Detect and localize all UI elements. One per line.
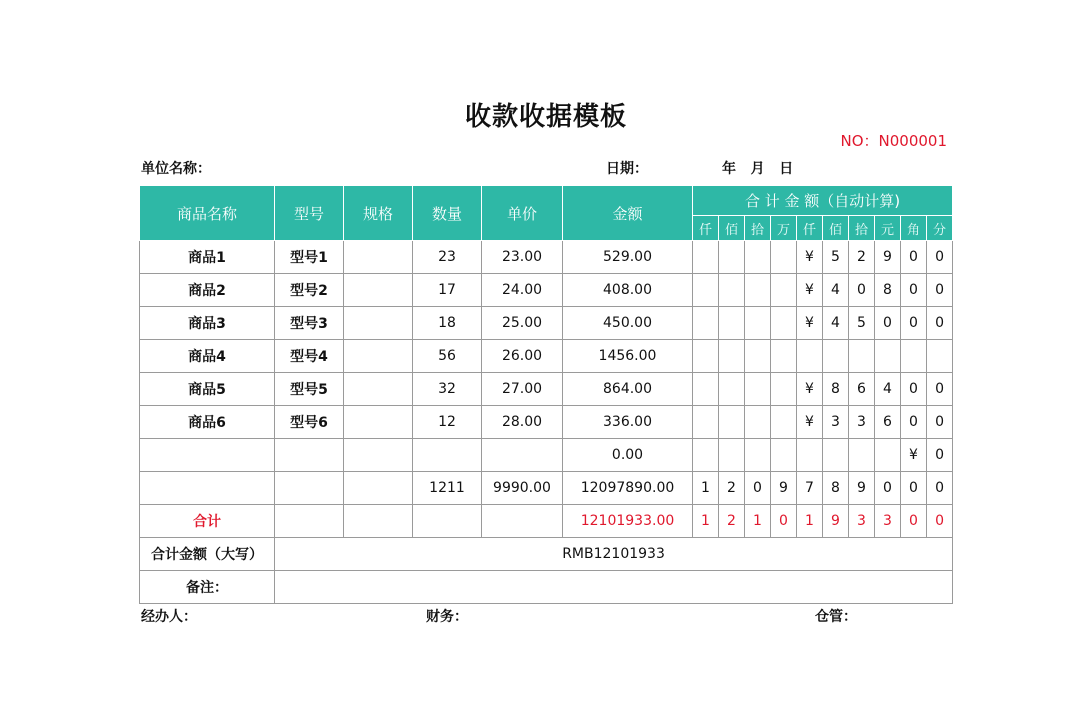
cell-digit: 9 [771, 472, 797, 505]
cell-digit [719, 340, 745, 373]
header-digit-unit: 仟 [693, 216, 719, 241]
cell-digit: 0 [901, 241, 927, 274]
cell-product-name [140, 439, 275, 472]
cell-product-name: 商品5 [140, 373, 275, 406]
cell-amount: 450.00 [563, 307, 693, 340]
cell-digit [875, 340, 901, 373]
total-digit-cell: 0 [901, 505, 927, 538]
cell-digit: ¥ [797, 307, 823, 340]
total-digit-cell: 9 [823, 505, 849, 538]
warehouse-label: 仓管： [815, 609, 857, 625]
cell-digit [719, 406, 745, 439]
cell-model [275, 439, 344, 472]
cell-digit [823, 439, 849, 472]
uppercase-amount-row [140, 538, 953, 571]
uppercase-amount-label: 合计金额（大写） [140, 538, 275, 571]
cell-digit: 0 [927, 307, 953, 340]
cell-amount: 336.00 [563, 406, 693, 439]
cell-spec [344, 439, 413, 472]
cell-product-name: 商品2 [140, 274, 275, 307]
cell-unit-price: 9990.00 [482, 472, 563, 505]
cell-digit [745, 241, 771, 274]
cell-product-name: 商品3 [140, 307, 275, 340]
cell-digit: 3 [849, 406, 875, 439]
cell-digit: 5 [823, 241, 849, 274]
cell-quantity: 1211 [413, 472, 482, 505]
cell-quantity [413, 439, 482, 472]
cell-digit [719, 307, 745, 340]
header-unit-price: 单价 [482, 186, 563, 241]
cell-digit: 0 [927, 439, 953, 472]
table-row [140, 406, 953, 439]
header-spec: 规格 [344, 186, 413, 241]
cell-digit: 4 [823, 307, 849, 340]
cell-digit: 0 [901, 472, 927, 505]
cell-digit [875, 439, 901, 472]
table-row [140, 241, 953, 274]
cell-unit-price: 28.00 [482, 406, 563, 439]
cell-product-name: 商品6 [140, 406, 275, 439]
cell-digit: 8 [875, 274, 901, 307]
header-digit-unit: 佰 [719, 216, 745, 241]
cell-digit: 0 [901, 406, 927, 439]
cell-amount: 408.00 [563, 274, 693, 307]
total-digit-cell: 1 [693, 505, 719, 538]
cell-digit [719, 274, 745, 307]
cell-digit [693, 307, 719, 340]
cell-digit [719, 373, 745, 406]
cell-digit [771, 373, 797, 406]
cell-digit [745, 373, 771, 406]
cell-spec [344, 406, 413, 439]
cell-digit [745, 340, 771, 373]
cell-digit: 0 [875, 472, 901, 505]
cell-model: 型号6 [275, 406, 344, 439]
cell-digit [693, 340, 719, 373]
cell-model: 型号3 [275, 307, 344, 340]
cell-digit: 0 [927, 274, 953, 307]
cell-digit [771, 274, 797, 307]
cell-unit-price: 26.00 [482, 340, 563, 373]
total-digit-cell: 1 [797, 505, 823, 538]
date-ymd: 年 月 日 [722, 161, 794, 177]
header-product-name: 商品名称 [140, 186, 275, 241]
receipt-table [139, 185, 953, 604]
cell-quantity: 12 [413, 406, 482, 439]
cell-model: 型号4 [275, 340, 344, 373]
cell-product-name: 商品1 [140, 241, 275, 274]
cell-digit: ¥ [797, 373, 823, 406]
header-digit-unit: 元 [875, 216, 901, 241]
cell-digit: 5 [849, 307, 875, 340]
cell-digit: 0 [927, 406, 953, 439]
uppercase-amount-value: RMB12101933 [275, 538, 953, 571]
header-quantity: 数量 [413, 186, 482, 241]
cell-model: 型号2 [275, 274, 344, 307]
cell-digit [771, 340, 797, 373]
header-model: 型号 [275, 186, 344, 241]
cell-quantity: 23 [413, 241, 482, 274]
cell-unit-price: 23.00 [482, 241, 563, 274]
cell-digit: 0 [927, 373, 953, 406]
remark-label: 备注： [140, 571, 275, 604]
cell-spec [344, 472, 413, 505]
total-amount: 12101933.00 [563, 505, 693, 538]
cell-digit: ¥ [797, 406, 823, 439]
cell-digit [771, 307, 797, 340]
cell-digit: 1 [693, 472, 719, 505]
cell-unit-price: 27.00 [482, 373, 563, 406]
cell-product-name: 商品4 [140, 340, 275, 373]
cell-digit [745, 307, 771, 340]
cell-quantity: 17 [413, 274, 482, 307]
cell-digit: 0 [901, 274, 927, 307]
cell-digit: 0 [927, 241, 953, 274]
cell-digit [745, 274, 771, 307]
total-digit-cell: 1 [745, 505, 771, 538]
header-digit-unit: 拾 [745, 216, 771, 241]
cell-digit [693, 406, 719, 439]
cell-digit [745, 439, 771, 472]
total-digit-cell: 0 [927, 505, 953, 538]
cell-digit [901, 340, 927, 373]
table-row [140, 307, 953, 340]
cell-digit: 0 [901, 373, 927, 406]
cell-digit [771, 439, 797, 472]
cell-digit [771, 406, 797, 439]
total-label: 合计 [140, 505, 275, 538]
total-digit-cell: 3 [875, 505, 901, 538]
cell-digit [849, 439, 875, 472]
cell-quantity: 32 [413, 373, 482, 406]
cell-digit [849, 340, 875, 373]
cell-digit [693, 274, 719, 307]
date-label: 日期： [606, 161, 648, 177]
cell-digit: ¥ [797, 241, 823, 274]
cell-digit: 0 [849, 274, 875, 307]
header-digit-unit: 角 [901, 216, 927, 241]
cell-digit: 0 [901, 307, 927, 340]
cell-spec [344, 307, 413, 340]
cell-unit-price: 24.00 [482, 274, 563, 307]
cell-digit: 8 [823, 373, 849, 406]
cell-amount: 529.00 [563, 241, 693, 274]
table-row [140, 439, 953, 472]
header-digit-unit: 佰 [823, 216, 849, 241]
total-digit-cell: 3 [849, 505, 875, 538]
cell-digit: 6 [875, 406, 901, 439]
finance-label: 财务： [426, 609, 468, 625]
cell-digit: 4 [823, 274, 849, 307]
cell-digit [823, 340, 849, 373]
cell-model [275, 472, 344, 505]
cell-digit: 2 [719, 472, 745, 505]
cell-model: 型号5 [275, 373, 344, 406]
cell-spec [344, 274, 413, 307]
table-row [140, 373, 953, 406]
cell-amount: 1456.00 [563, 340, 693, 373]
cell-digit [797, 439, 823, 472]
cell-amount: 12097890.00 [563, 472, 693, 505]
cell-digit: 9 [875, 241, 901, 274]
header-digit-unit: 拾 [849, 216, 875, 241]
cell-digit [745, 406, 771, 439]
cell-digit [693, 373, 719, 406]
cell-digit: 0 [927, 472, 953, 505]
cell-digit: 0 [745, 472, 771, 505]
unit-name-label: 单位名称： [141, 161, 211, 177]
cell-digit [693, 439, 719, 472]
cell-digit: 8 [823, 472, 849, 505]
cell-digit [797, 340, 823, 373]
remark-row [140, 571, 953, 604]
cell-digit: ¥ [797, 274, 823, 307]
header-amount: 金额 [563, 186, 693, 241]
table-row [140, 274, 953, 307]
table-row [140, 472, 953, 505]
cell-digit: ¥ [901, 439, 927, 472]
cell-amount: 0.00 [563, 439, 693, 472]
table-row [140, 340, 953, 373]
cell-digit: 6 [849, 373, 875, 406]
cell-digit [719, 241, 745, 274]
cell-digit: 2 [849, 241, 875, 274]
cell-digit [719, 439, 745, 472]
total-qty-cell [413, 505, 482, 538]
cell-quantity: 56 [413, 340, 482, 373]
receipt-number: NO：N000001 [840, 132, 947, 150]
cell-digit: 9 [849, 472, 875, 505]
header-digit-unit: 仟 [797, 216, 823, 241]
cell-spec [344, 373, 413, 406]
header-digit-unit: 分 [927, 216, 953, 241]
total-model-cell [275, 505, 344, 538]
header-digit-unit: 万 [771, 216, 797, 241]
cell-digit [771, 241, 797, 274]
cell-digit: 0 [875, 307, 901, 340]
total-row [140, 505, 953, 538]
cell-digit [693, 241, 719, 274]
cell-unit-price [482, 439, 563, 472]
handler-label: 经办人： [141, 609, 197, 625]
page-title: 收款收据模板 [464, 102, 627, 132]
total-spec-cell [344, 505, 413, 538]
cell-spec [344, 241, 413, 274]
cell-digit: 3 [823, 406, 849, 439]
cell-product-name [140, 472, 275, 505]
remark-field[interactable] [275, 571, 953, 604]
cell-amount: 864.00 [563, 373, 693, 406]
header-total-amount-group: 合 计 金 额（自动计算) [693, 186, 953, 216]
total-digit-cell: 0 [771, 505, 797, 538]
cell-quantity: 18 [413, 307, 482, 340]
cell-digit: 7 [797, 472, 823, 505]
cell-digit: 4 [875, 373, 901, 406]
total-digit-cell: 2 [719, 505, 745, 538]
cell-digit [927, 340, 953, 373]
cell-model: 型号1 [275, 241, 344, 274]
total-price-cell [482, 505, 563, 538]
cell-unit-price: 25.00 [482, 307, 563, 340]
cell-spec [344, 340, 413, 373]
